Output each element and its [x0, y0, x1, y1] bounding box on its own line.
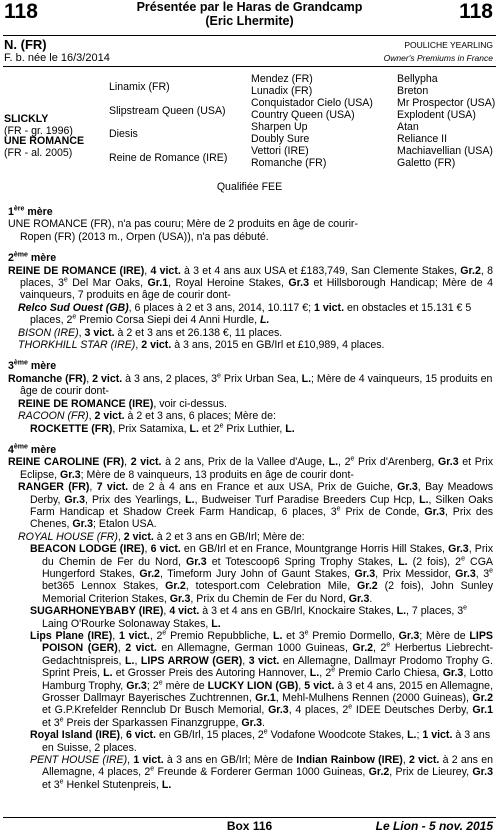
pedigree-gen4: Machiavellian (USA)	[397, 145, 493, 157]
sire-name: SLICKLY	[4, 113, 49, 125]
fee-status: Qualifiée FEE	[216, 181, 283, 193]
lot-number-right: 118	[459, 0, 493, 23]
pedigree-gen4: Explodent (USA)	[397, 109, 476, 121]
dam-info: (FR - al. 2005)	[4, 147, 73, 159]
pedigree-gen4: Mr Prospector (USA)	[397, 97, 496, 109]
generation-heading: 3ème mère	[8, 359, 57, 373]
pedigree-gen4: Galetto (FR)	[397, 157, 456, 169]
vendor-title: Présentée par le Haras de Grandcamp (Eric Lhermite)	[136, 0, 363, 28]
produce-record	[8, 202, 493, 791]
horse-name: N. (FR)	[4, 37, 47, 52]
produce-entry: THORKHILL STAR (IRE), 2 vict. à 3 ans, 2015 en GB/Irl et £10,989, 4 places.	[18, 339, 385, 352]
pedigree-gen2: Slipstream Queen (USA)	[109, 105, 226, 117]
produce-entry: Royal Island (IRE), 6 vict. en GB/Irl, 15 places, 2e Vodafone Woodcote Stakes, L.; 1 vict. à 3 ans en Suisse, 2 places.	[30, 728, 491, 754]
fourth-dam-record: REINE CAROLINE (FR), 2 vict. à 2 ans, Prix de la Vallee d'Auge, L., 2e Prix d'Arenberg, Gr.3 et Prix Eclipse, Gr.3; Mère de 8 vainqueurs, 13 produits en âge de courir dont-	[8, 455, 493, 481]
pedigree-gen3: Sharpen Up	[251, 121, 308, 133]
pedigree-gen3: Mendez (FR)	[251, 73, 313, 85]
generation-heading: 1ère mère	[8, 205, 53, 218]
sire-info: (FR - gr. 1996)	[4, 125, 73, 137]
produce-entry: ROYAL HOUSE (FR), 2 vict. à 2 et 3 ans en GB/Irl; Mère de:	[18, 530, 305, 543]
pedigree-rule	[3, 66, 496, 67]
produce-entry: PENT HOUSE (IRE), 1 vict. à 3 ans en GB/Irl; Mère de Indian Rainbow (IRE), 2 vict. à 2 ans en Allemagne, 4 places, 2e Freunde & Forderer German 1000 Guineas, Gr.2, Prix de Lieurey, Gr.3 et 3e Henkel Stutenpreis, L.	[30, 754, 494, 791]
sale-place-date: Le Lion - 5 nov. 2015	[375, 819, 493, 833]
pedigree-gen3: Lunadix (FR)	[251, 85, 313, 97]
dam-record: UNE ROMANCE (FR), n'a pas couru; Mère de 2 produits en âge de courir- Ropen (FR) (2013 m., Orpen (USA)), n'a pas débuté.	[8, 218, 358, 243]
generation-heading: 2ème mère	[8, 251, 57, 265]
generation-heading: 4ème mère	[8, 443, 57, 456]
third-dam-record: Romanche (FR), 2 vict. à 3 ans, 2 places, 3e Prix Urban Sea, L.; Mère de 4 vainqueurs, 15 produits en âge de courir dont-	[8, 372, 493, 398]
catalogue-header	[0, 0, 499, 36]
catalogue-footer	[0, 818, 499, 836]
produce-entry: Lips Plane (IRE), 1 vict., 2e Premio Repubbliche, L. et 3e Premio Dormello, Gr.3; Mère de LIPS POISON (GER), 2 vict. en Allemagne, German 1000 Guineas, Gr.2, 2e Herbertus Liebrecht-Gedachtnispreis, L., LIPS ARROW (GER), 3 vict. en Allemagne, Dallmayr Prodomo Trophy G. Sprint Preis, L. et Grosser Preis des Autoring Hannover, L., 2e Premio Carlo Chiesa, Gr.3, Lotto Hamburg Trophy, Gr.3; 2e mère de LUCKY LION (GB), 5 vict. à 3 et 4 ans, 2015 en Allemagne, Grosser Dallmayr Bayerisches Zuchtrennen, Gr.1, Mehl-Mulhens Rennen (2000 Guineas), Gr.2 et G.P.Krefelder Rennclub Dr Busch Memorial, Gr.3, 4 places, 2e IDEE Deutsches Derby, Gr.1 et 3e Preis der Sparkassen Finanzgruppe, Gr.3.	[30, 629, 494, 729]
produce-entry: BEACON LODGE (IRE), 6 vict. en GB/Irl et en France, Mountgrange Horris Hill Stakes, Gr.3, Prix du Chemin de Fer du Nord, Gr.3 et Totescoop6 Spring Trophy Stakes, L. (2 fois), 2e CGA Hungerford Stakes, Gr.2, Timeform Jury John of Gaunt Stakes, Gr.3, Prix Messidor, Gr.3, 3e bet365 Lennox Stakes, Gr.2, totesport.com Celebration Mile, Gr.2 (2 fois), John Sunley Memorial Criterion Stakes, Gr.3, Prix du Chemin de Fer du Nord, Gr.3.	[30, 543, 494, 605]
produce-entry: BISON (IRE), 3 vict. à 2 et 3 ans et 26.138 €, 11 places.	[18, 326, 283, 339]
pedigree-gen3: Romanche (FR)	[251, 157, 327, 169]
sex-category: POULICHE YEARLING	[404, 40, 493, 50]
pedigree-gen3: Conquistador Cielo (USA)	[251, 97, 373, 109]
horse-birth: F. b. née le 16/3/2014	[4, 52, 110, 64]
second-dam-record: REINE DE ROMANCE (IRE), 4 vict. à 3 et 4 ans aux USA et £183,749, San Clemente Stakes, Gr.2, 8 places, 3e Del Mar Oaks, Gr.1, Royal Heroine Stakes, Gr.3 et Hillsborough Handicap; Mère de 4 vainqueurs, 7 produits en âge de courir dont-	[8, 264, 493, 302]
pedigree-gen4: Breton	[397, 85, 429, 97]
pedigree-gen4: Reliance II	[397, 133, 448, 145]
pedigree-gen3: Country Queen (USA)	[251, 109, 355, 121]
dam-name: UNE ROMANCE	[4, 135, 85, 147]
pedigree-gen3: Vettori (IRE)	[251, 145, 309, 157]
produce-entry: ROCKETTE (FR), Prix Satamixa, L. et 2e Prix Luthier, L.	[30, 421, 295, 435]
pedigree-gen4: Atan	[397, 121, 419, 133]
pedigree-gen2: Reine de Romance (IRE)	[109, 152, 228, 164]
box-number: Box 116	[226, 819, 273, 833]
produce-entry: RANGER (FR), 7 vict. de 2 à 4 ans en France et aux USA, Prix de Guiche, Gr.3, Bay Meadows Derby, Gr.3, Prix des Yearlings, L., Budweiser Turf Paradise Breeders Cup Hcp, L., Silken Oaks Farm Handicap et Shadow Creek Farm Handicap, 6 places, 3e Prix de Conde, Gr.3, Prix des Chenes, Gr.3; Etalon USA.	[18, 481, 494, 531]
pedigree-gen2: Linamix (FR)	[109, 81, 170, 93]
produce-entry: Relco Sud Ouest (GB), 6 places à 2 et 3 ans, 2014, 10.117 €; 1 vict. en obstacles et 15.131 € 5 places, 2e Premio Corsa Siepi dei 4 Anni Hurdle, L.	[18, 301, 472, 327]
lot-number: 118	[4, 0, 38, 23]
produce-entry: REINE DE ROMANCE (IRE), voir ci-dessus.	[18, 397, 227, 410]
produce-entry: SUGARHONEYBABY (IRE), 4 vict. à 3 et 4 ans en GB/Irl, Knockaire Stakes, L., 7 places, 3e Laing O'Rourke Solonaway Stakes, L.	[30, 604, 468, 630]
header-rule	[3, 35, 496, 36]
pedigree-gen4: Bellypha	[397, 73, 438, 85]
pedigree-gen3: Doubly Sure	[251, 133, 310, 145]
produce-entry: RACOON (FR), 2 vict. à 2 et 3 ans, 6 places; Mère de:	[18, 410, 276, 423]
pedigree-gen2: Diesis	[109, 128, 138, 140]
premium-note: Owner's Premiums in France	[383, 53, 493, 63]
